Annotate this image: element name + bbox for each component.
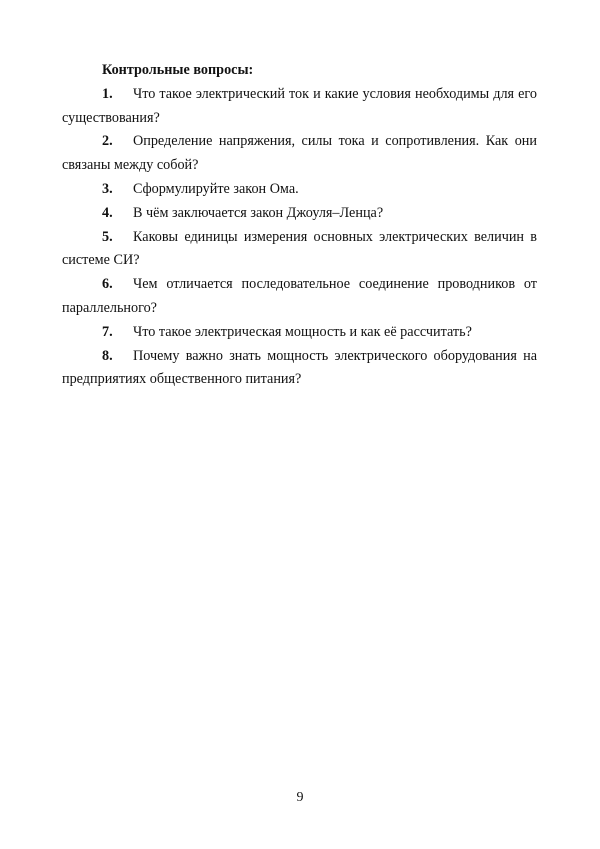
- question-text: Каковы единицы измерения основных электрических величин в системе СИ?: [62, 228, 537, 269]
- question-text: Что такое электрическая мощность и как её рассчитать?: [133, 323, 472, 340]
- question-item: [62, 130, 537, 178]
- question-number: 1.: [102, 85, 113, 102]
- question-number: 7.: [102, 323, 113, 340]
- question-number: 5.: [102, 228, 113, 245]
- question-item: [62, 178, 537, 202]
- question-text: Сформулируйте закон Ома.: [133, 180, 299, 197]
- question-number: 4.: [102, 204, 113, 221]
- question-number: 2.: [102, 133, 113, 150]
- question-item: [62, 273, 537, 321]
- question-item: [62, 321, 537, 345]
- question-item: [62, 202, 537, 226]
- question-number: 8.: [102, 347, 113, 364]
- question-number: 3.: [102, 180, 113, 197]
- question-text: В чём заключается закон Джоуля–Ленца?: [133, 204, 384, 221]
- section-heading: Контрольные вопросы:: [102, 62, 254, 78]
- question-text: Чем отличается последовательное соединение проводников от параллельного?: [62, 276, 537, 316]
- page-number: 9: [296, 790, 304, 805]
- question-text: Определение напряжения, силы тока и сопротивления. Как они связаны между собой?: [62, 133, 537, 174]
- questions-section: [62, 59, 537, 392]
- question-item: [62, 345, 537, 393]
- question-item: [62, 226, 537, 274]
- question-number: 6.: [102, 276, 113, 293]
- question-item: [62, 83, 537, 131]
- question-text: Что такое электрический ток и какие условия необходимы для его существования?: [62, 85, 537, 126]
- question-text: Почему важно знать мощность электрического оборудования на предприятиях общественного питания?: [62, 347, 537, 388]
